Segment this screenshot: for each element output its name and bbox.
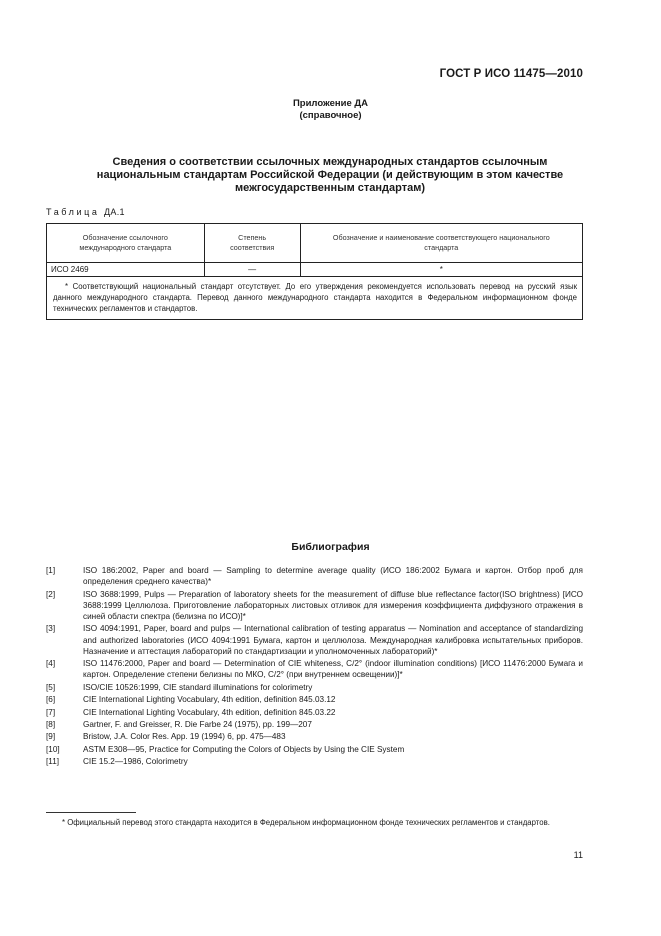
bib-text: ISO/CIE 10526:1999, CIE standard illuminations for colorimetry bbox=[83, 682, 313, 692]
bib-text: ASTM E308—95, Practice for Computing the Colors of Objects by Using the CIE System bbox=[83, 744, 405, 754]
annex-heading-line: межгосударственным стандартам) bbox=[234, 182, 426, 194]
bib-text: ISO 3688:1999, Pulps — Preparation of laboratory sheets for the measurement of diffuse blue reflectance factor(ISO brightness) [ИСО 3688:1999 Целлюлоза. Приготовление лабораторных листовых отливок для измерения коэффициента диффузного отражения в синей области спектра (белизна по ИСО)]* bbox=[83, 589, 583, 621]
annex-heading-line: Сведения о соответствии ссылочных международных стандартов ссылочным bbox=[112, 156, 548, 168]
correspondence-table bbox=[46, 223, 583, 320]
list-item bbox=[46, 694, 583, 705]
bib-number: [3] bbox=[46, 624, 56, 634]
bib-number: [11] bbox=[46, 757, 60, 767]
cell-national: * bbox=[300, 263, 582, 277]
list-item bbox=[46, 707, 583, 718]
list-item bbox=[46, 719, 583, 730]
bib-number: [6] bbox=[46, 695, 56, 705]
list-item bbox=[46, 589, 583, 623]
bib-number: [2] bbox=[46, 589, 56, 599]
table-caption-number: ДА.1 bbox=[104, 207, 125, 217]
cell-degree: — bbox=[204, 263, 300, 277]
bib-text: ISO 186:2002, Paper and board — Sampling to determine average quality (ИСО 186:2002 Бумага и картон. Отбор проб для определения среднего качества)* bbox=[83, 566, 583, 587]
list-item bbox=[46, 744, 583, 755]
header-cell-national: Обозначение и наименование соответствующего национального стандарта bbox=[300, 224, 582, 263]
annex-title: Приложение ДА bbox=[292, 98, 369, 109]
table-row bbox=[47, 263, 583, 277]
list-item bbox=[46, 682, 583, 693]
bib-text: Gartner, F. and Greisser, R. Die Farbe 24 (1975), pp. 199—207 bbox=[83, 719, 312, 729]
list-item bbox=[46, 623, 583, 657]
bib-number: [9] bbox=[46, 732, 56, 742]
annex-heading-line: национальным стандартам Российской Федерации (и действующим в этом качестве bbox=[96, 169, 564, 181]
bib-text: ISO 4094:1991, Paper, board and pulps — International calibration of testing apparatus — Nomination and acceptance of standardizing and authorized laboratories (ИСО 4094:1991 Бумага, картон и целлюлоза. Международная калибровка испытательных приборов. Назначение и аттестация лабораторий по стандартизации и уполномоченных лабораторий)* bbox=[83, 624, 583, 656]
list-item bbox=[46, 658, 583, 680]
bibliography-heading: Библиография bbox=[291, 541, 370, 553]
table-header-row bbox=[47, 224, 583, 263]
list-item bbox=[46, 565, 583, 587]
list-item bbox=[46, 731, 583, 742]
bib-text: CIE International Lighting Vocabulary, 4th edition, definition 845.03.12 bbox=[83, 695, 336, 705]
cell-designation: ИСО 2469 bbox=[47, 263, 205, 277]
table-footnote-row bbox=[47, 277, 583, 320]
page-footnote: * Официальный перевод этого стандарта находится в Федеральном информационном фонде технических регламентов и стандартов. bbox=[62, 818, 550, 827]
bib-number: [8] bbox=[46, 719, 56, 729]
bib-number: [1] bbox=[46, 566, 56, 575]
footnote-divider bbox=[46, 812, 136, 813]
annex-status: (справочное) bbox=[299, 110, 362, 121]
bib-number: [4] bbox=[46, 659, 56, 669]
bib-text: CIE 15.2—1986, Colorimetry bbox=[83, 757, 188, 767]
bibliography-list bbox=[46, 565, 583, 769]
header-cell-designation: Обозначение ссылочного международного стандарта bbox=[47, 224, 205, 263]
page-number: 11 bbox=[573, 850, 583, 860]
bib-number: [10] bbox=[46, 744, 60, 754]
list-item bbox=[46, 756, 583, 767]
bib-number: [5] bbox=[46, 682, 56, 692]
header-cell-degree: Степень соответствия bbox=[204, 224, 300, 263]
table-caption-label: Таблица bbox=[46, 207, 100, 217]
bib-text: Bristow, J.A. Color Res. App. 19 (1994) 6, pp. 475—483 bbox=[83, 732, 286, 742]
table-caption bbox=[46, 207, 125, 217]
bib-text: ISO 11476:2000, Paper and board — Determination of CIE whiteness, C/2° (indoor illumination conditions) [ИСО 11476:2000 Бумага и картон. Определение степени белизны по МКО, C/2° (при внутреннем освещении)]* bbox=[83, 659, 583, 680]
table-footnote: * Соответствующий национальный стандарт отсутствует. До его утверждения рекомендуется использовать перевод на русский язык данного международного стандарта. Перевод данного международного стандарта находится в Федеральном информационном фонде технических регламентов и стандартов. bbox=[47, 277, 583, 320]
annex-heading bbox=[60, 156, 600, 195]
bib-number: [7] bbox=[46, 707, 56, 717]
document-code-header: ГОСТ Р ИСО 11475—2010 bbox=[439, 68, 583, 80]
bib-text: CIE International Lighting Vocabulary, 4th edition, definition 845.03.22 bbox=[83, 707, 336, 717]
